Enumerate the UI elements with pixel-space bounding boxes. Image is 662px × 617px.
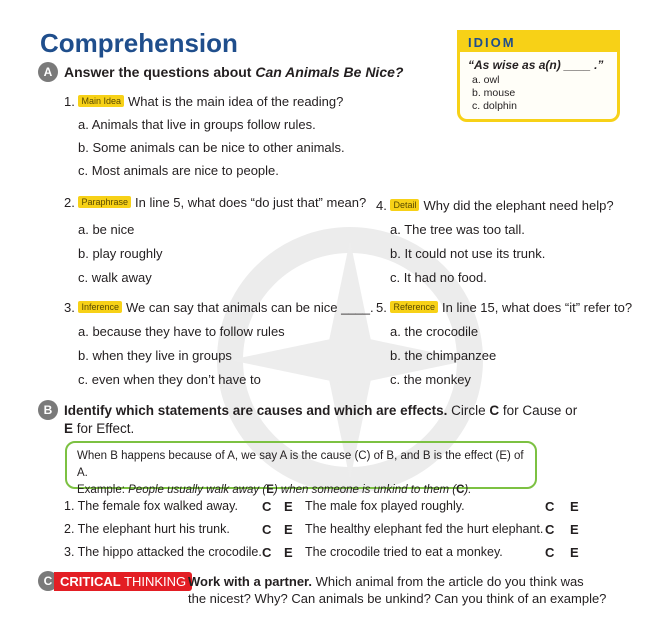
answer-option[interactable]: c. even when they don’t have to [78,372,261,387]
answer-option[interactable]: a. The tree was too tall. [390,222,525,237]
cause-choice[interactable]: C [545,522,555,537]
section-b-heading [64,402,584,438]
critical-thinking-label [54,572,192,591]
section-b-heading-bold: Identify which statements are causes and which are effects. [64,403,448,418]
cause-choice[interactable]: C [545,545,555,560]
answer-option[interactable]: c. Most animals are nice to people. [78,163,279,178]
answer-option[interactable]: a. be nice [78,222,135,237]
section-b-badge: B [38,400,58,420]
skill-tag: Reference [390,301,438,313]
skill-tag: Paraphrase [78,196,131,208]
prompt-text: Which animal from the article do you think was [312,574,584,589]
cause-choice[interactable]: C [262,522,272,537]
page-title: Comprehension [40,28,238,58]
question-2 [64,195,366,210]
question-text: What is the main idea of the reading? [128,94,344,109]
question-number: 4. [376,198,387,213]
question-number: 3. [64,300,75,315]
effect-choice[interactable]: E [570,522,579,537]
question-number: 2. [64,195,75,210]
effect-letter: E [64,421,74,436]
answer-option[interactable]: a. the crocodile [390,324,479,339]
answer-option[interactable]: b. Some animals can be nice to other animals. [78,140,345,155]
statement-right: The male fox played roughly. [305,499,465,513]
idiom-question: “As wise as a(n) ____ .” [468,58,604,72]
answer-option[interactable]: c. the monkey [390,372,471,387]
info-box-line: When B happens because of A, we say A is the cause (C) of B, and B is the effect (E) of A. [77,450,524,479]
effect-choice[interactable]: E [284,545,293,560]
answer-option[interactable]: a. because they have to follow rules [78,324,285,339]
answer-option[interactable]: a. Animals that live in groups follow rules. [78,117,316,132]
idiom-header: IDIOM [460,33,617,52]
skill-tag: Detail [390,199,419,211]
statement-left: 2. The elephant hurt his trunk. [64,522,230,536]
question-text: We can say that animals can be nice ____. [126,300,374,315]
info-box-example [77,482,535,499]
example-label: Example: [77,484,129,496]
answer-option[interactable]: b. the chimpanzee [390,348,497,363]
statement-left: 1. The female fox walked away. [64,499,238,513]
section-b-effect-text: for Effect. [73,421,135,436]
example-effect-letter: E [266,484,274,496]
statement-right: The crocodile tried to eat a monkey. [305,545,503,559]
cause-choice[interactable]: C [262,545,272,560]
section-b-cause-text: for Cause or [499,403,578,418]
question-text: In line 5, what does “do just that” mean? [135,195,367,210]
statement-left: 3. The hippo attacked the crocodile. [64,545,262,559]
statement-right: The healthy elephant fed the hurt elephant. [305,522,544,536]
effect-choice[interactable]: E [570,499,579,514]
answer-option[interactable]: b. when they live in groups [78,348,232,363]
example-text: People usually walk away ( [128,484,267,496]
cause-choice[interactable]: C [262,499,272,514]
example-text: ) when someone is unkind to them ( [273,484,457,496]
question-4 [376,198,614,213]
idiom-option: b. mouse [472,87,516,99]
question-number: 5. [376,300,387,315]
example-text: ). [464,484,472,496]
effect-choice[interactable]: E [284,522,293,537]
critical-thinking-badge [38,571,192,591]
question-number: 1. [64,94,75,109]
cause-choice[interactable]: C [545,499,555,514]
answer-option[interactable]: c. walk away [78,270,152,285]
idiom-box [457,30,620,122]
cause-effect-info-box [65,441,537,496]
section-a-badge: A [38,62,58,82]
idiom-option: c. dolphin [472,100,517,112]
section-b-heading-text: Circle [447,403,490,418]
skill-tag: Inference [78,301,122,313]
skill-tag: Main Idea [78,95,124,107]
question-text: Why did the elephant need help? [423,198,614,213]
section-c-badge: C [38,571,58,591]
effect-choice[interactable]: E [570,545,579,560]
thinking-label: THINKING [120,573,187,589]
section-a-heading [64,64,403,80]
cause-letter: C [489,403,500,418]
prompt-bold: Work with a partner. [188,574,313,589]
question-1 [64,94,343,109]
question-5 [376,300,632,315]
section-a-heading-text: Answer the questions about [64,64,256,80]
prompt-text: the nicest? Why? Can animals be unkind? Can you think of an example? [188,591,607,606]
question-3 [64,300,374,315]
question-text: In line 15, what does “it” refer to? [442,300,633,315]
answer-option[interactable]: b. It could not use its trunk. [390,246,546,261]
critical-label: CRITICAL [60,573,121,589]
idiom-option: a. owl [472,74,500,86]
answer-option[interactable]: c. It had no food. [390,270,487,285]
example-cause-letter: C [456,484,465,496]
effect-choice[interactable]: E [284,499,293,514]
answer-option[interactable]: b. play roughly [78,246,163,261]
critical-thinking-prompt [188,573,628,607]
reading-title: Can Animals Be Nice? [255,64,404,80]
